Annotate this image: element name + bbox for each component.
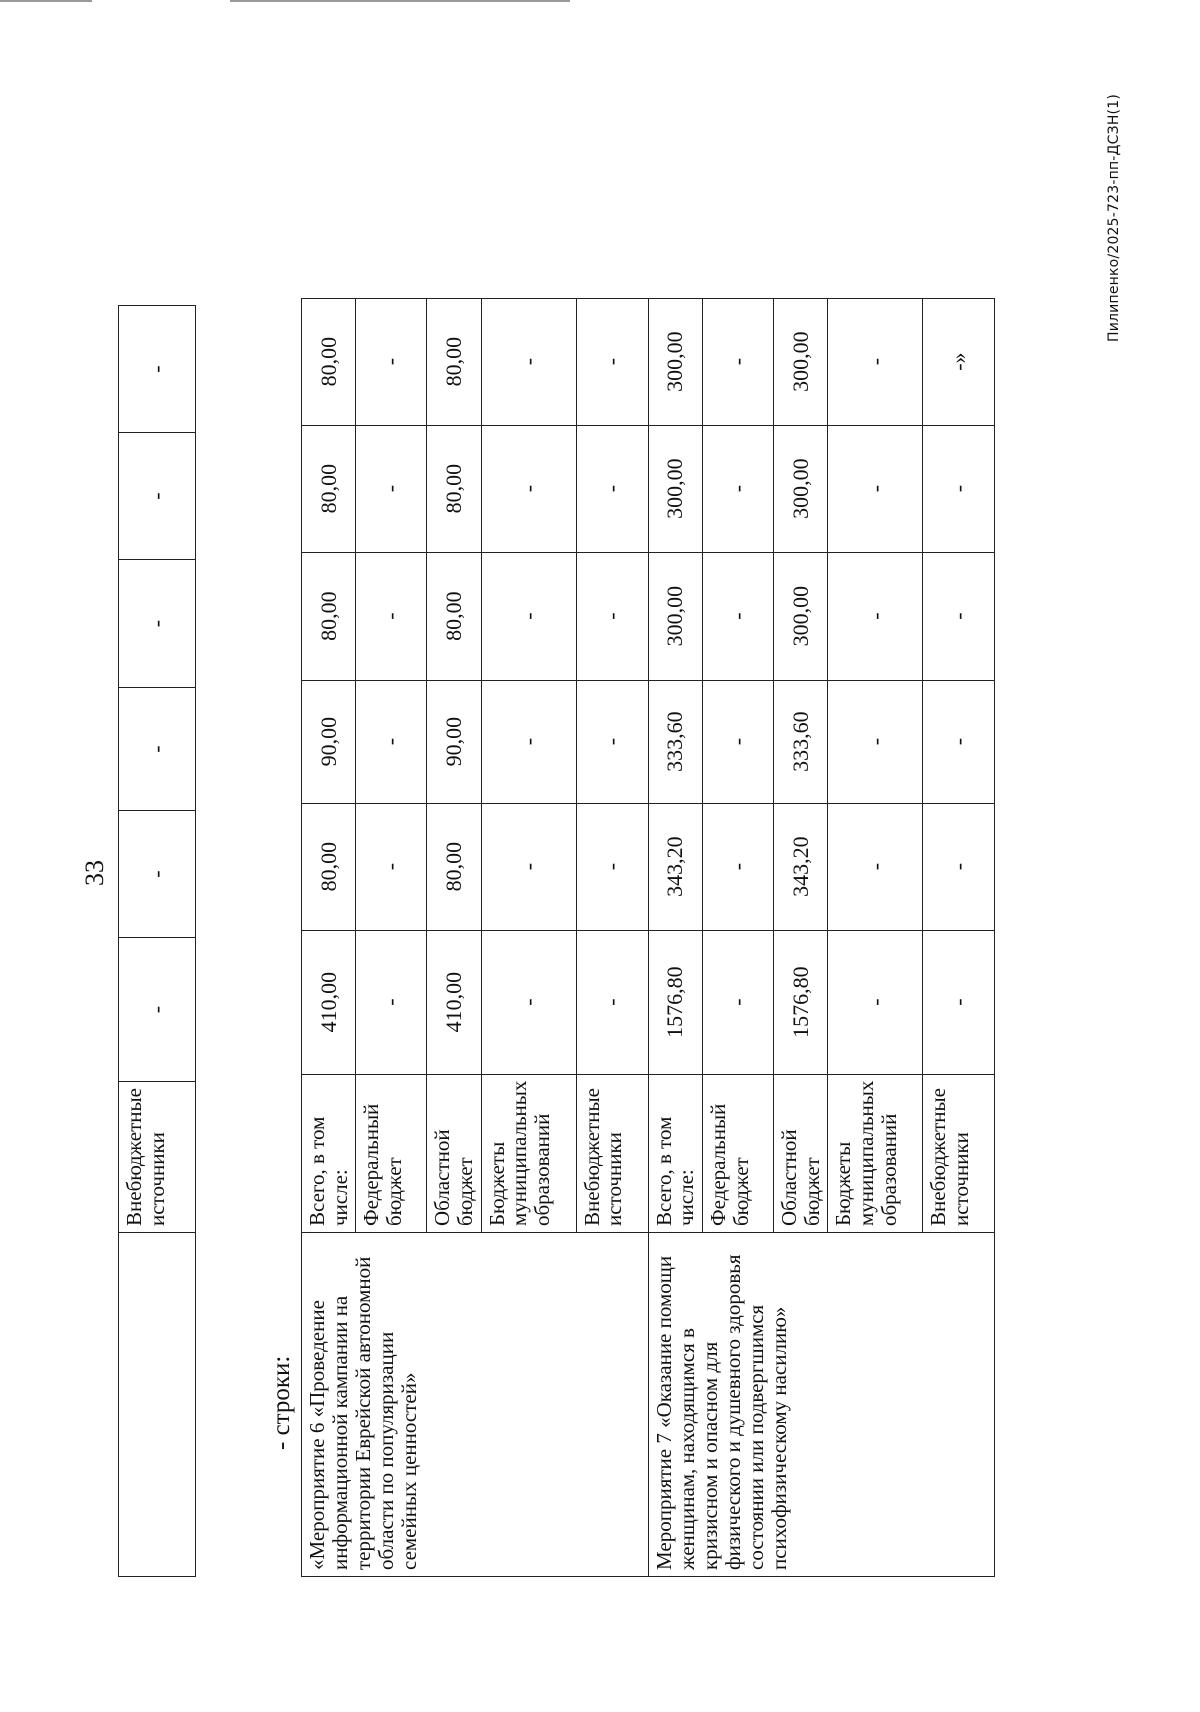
value-cell: - [576,552,648,680]
value-cell: - [119,938,196,1082]
value-cell: 1576,80 [774,930,828,1074]
source-cell: Внебюджетные источники [576,1074,648,1232]
value-cell: 90,00 [302,680,356,803]
value-cell: - [923,803,995,930]
value-cell: 1576,80 [648,930,702,1074]
value-cell: - [119,811,196,938]
value-cell: - [356,930,427,1074]
value-cell: - [703,680,774,803]
value-cell: 410,00 [427,930,481,1074]
value-cell: 80,00 [427,298,481,425]
page-number: 33 [80,860,109,886]
value-cell: - [119,433,196,560]
source-cell: Областной бюджет [774,1074,828,1232]
value-cell: - [576,425,648,552]
value-cell: - [576,298,648,425]
value-cell: - [481,803,576,930]
value-cell: - [828,803,923,930]
value-cell: - [828,930,923,1074]
value-cell: 80,00 [302,425,356,552]
value-cell: 90,00 [427,680,481,803]
value-cell: 333,60 [774,680,828,803]
value-cell: 300,00 [774,298,828,425]
value-cell: 80,00 [302,803,356,930]
table-row [119,306,196,1577]
activity-description: Мероприятие 7 «Оказание помощи женщинам, находящимся в кризисном и опасном для физического и душевного здоровья состоянии или подвергшимся психофизическому насилию» [648,1233,995,1577]
value-cell: - [703,930,774,1074]
value-cell: - [703,552,774,680]
value-cell: - [356,425,427,552]
source-cell: Федеральный бюджет [703,1074,774,1232]
value-cell: - [923,425,995,552]
value-cell: - [703,298,774,425]
value-cell: - [481,552,576,680]
value-cell: -» [923,298,995,425]
activity-cell [119,1233,196,1577]
value-cell: - [119,560,196,688]
value-cell: - [828,680,923,803]
source-cell: Внебюджетные источники [119,1082,196,1233]
budget-table [301,298,995,1577]
value-cell: - [828,552,923,680]
value-cell: - [356,680,427,803]
document-reference-code: Пилипенко/2025-723-пп-ДСЗН(1) [1106,94,1122,342]
value-cell: - [356,803,427,930]
section-label: - строки: [268,1355,295,1450]
value-cell: 300,00 [774,425,828,552]
value-cell: - [356,552,427,680]
value-cell: - [923,930,995,1074]
activity-description: «Мероприятие 6 «Проведение информационной кампании на территории Еврейской автономной области по популяризации семейных ценностей» [302,1233,649,1577]
source-cell: Федеральный бюджет [356,1074,427,1232]
source-cell: Областной бюджет [427,1074,481,1232]
value-cell: - [576,930,648,1074]
source-cell: Всего, в том числе: [302,1074,356,1232]
value-cell: 343,20 [648,803,702,930]
value-cell: 80,00 [427,803,481,930]
value-cell: 300,00 [774,552,828,680]
value-cell: - [703,803,774,930]
value-cell: 80,00 [427,552,481,680]
value-cell: 300,00 [648,552,702,680]
value-cell: 80,00 [302,298,356,425]
value-cell: - [923,680,995,803]
value-cell: - [828,298,923,425]
value-cell: - [923,552,995,680]
value-cell: - [703,425,774,552]
value-cell: 410,00 [302,930,356,1074]
value-cell: - [356,298,427,425]
value-cell: 333,60 [648,680,702,803]
source-cell: Бюджеты муниципальных образований [828,1074,923,1232]
value-cell: - [481,930,576,1074]
value-cell: - [481,680,576,803]
value-cell: - [576,803,648,930]
value-cell: 343,20 [774,803,828,930]
value-cell: 300,00 [648,425,702,552]
source-cell: Всего, в том числе: [648,1074,702,1232]
value-cell: - [119,688,196,811]
table-row [302,298,356,1576]
source-cell: Внебюджетные источники [923,1074,995,1232]
value-cell: - [119,306,196,433]
value-cell: - [576,680,648,803]
value-cell: 300,00 [648,298,702,425]
value-cell: 80,00 [302,552,356,680]
value-cell: - [828,425,923,552]
source-cell: Бюджеты муниципальных образований [481,1074,576,1232]
value-cell: - [481,425,576,552]
table-row [648,298,702,1576]
budget-table-continuation [118,305,196,1577]
value-cell: 80,00 [427,425,481,552]
value-cell: - [481,298,576,425]
